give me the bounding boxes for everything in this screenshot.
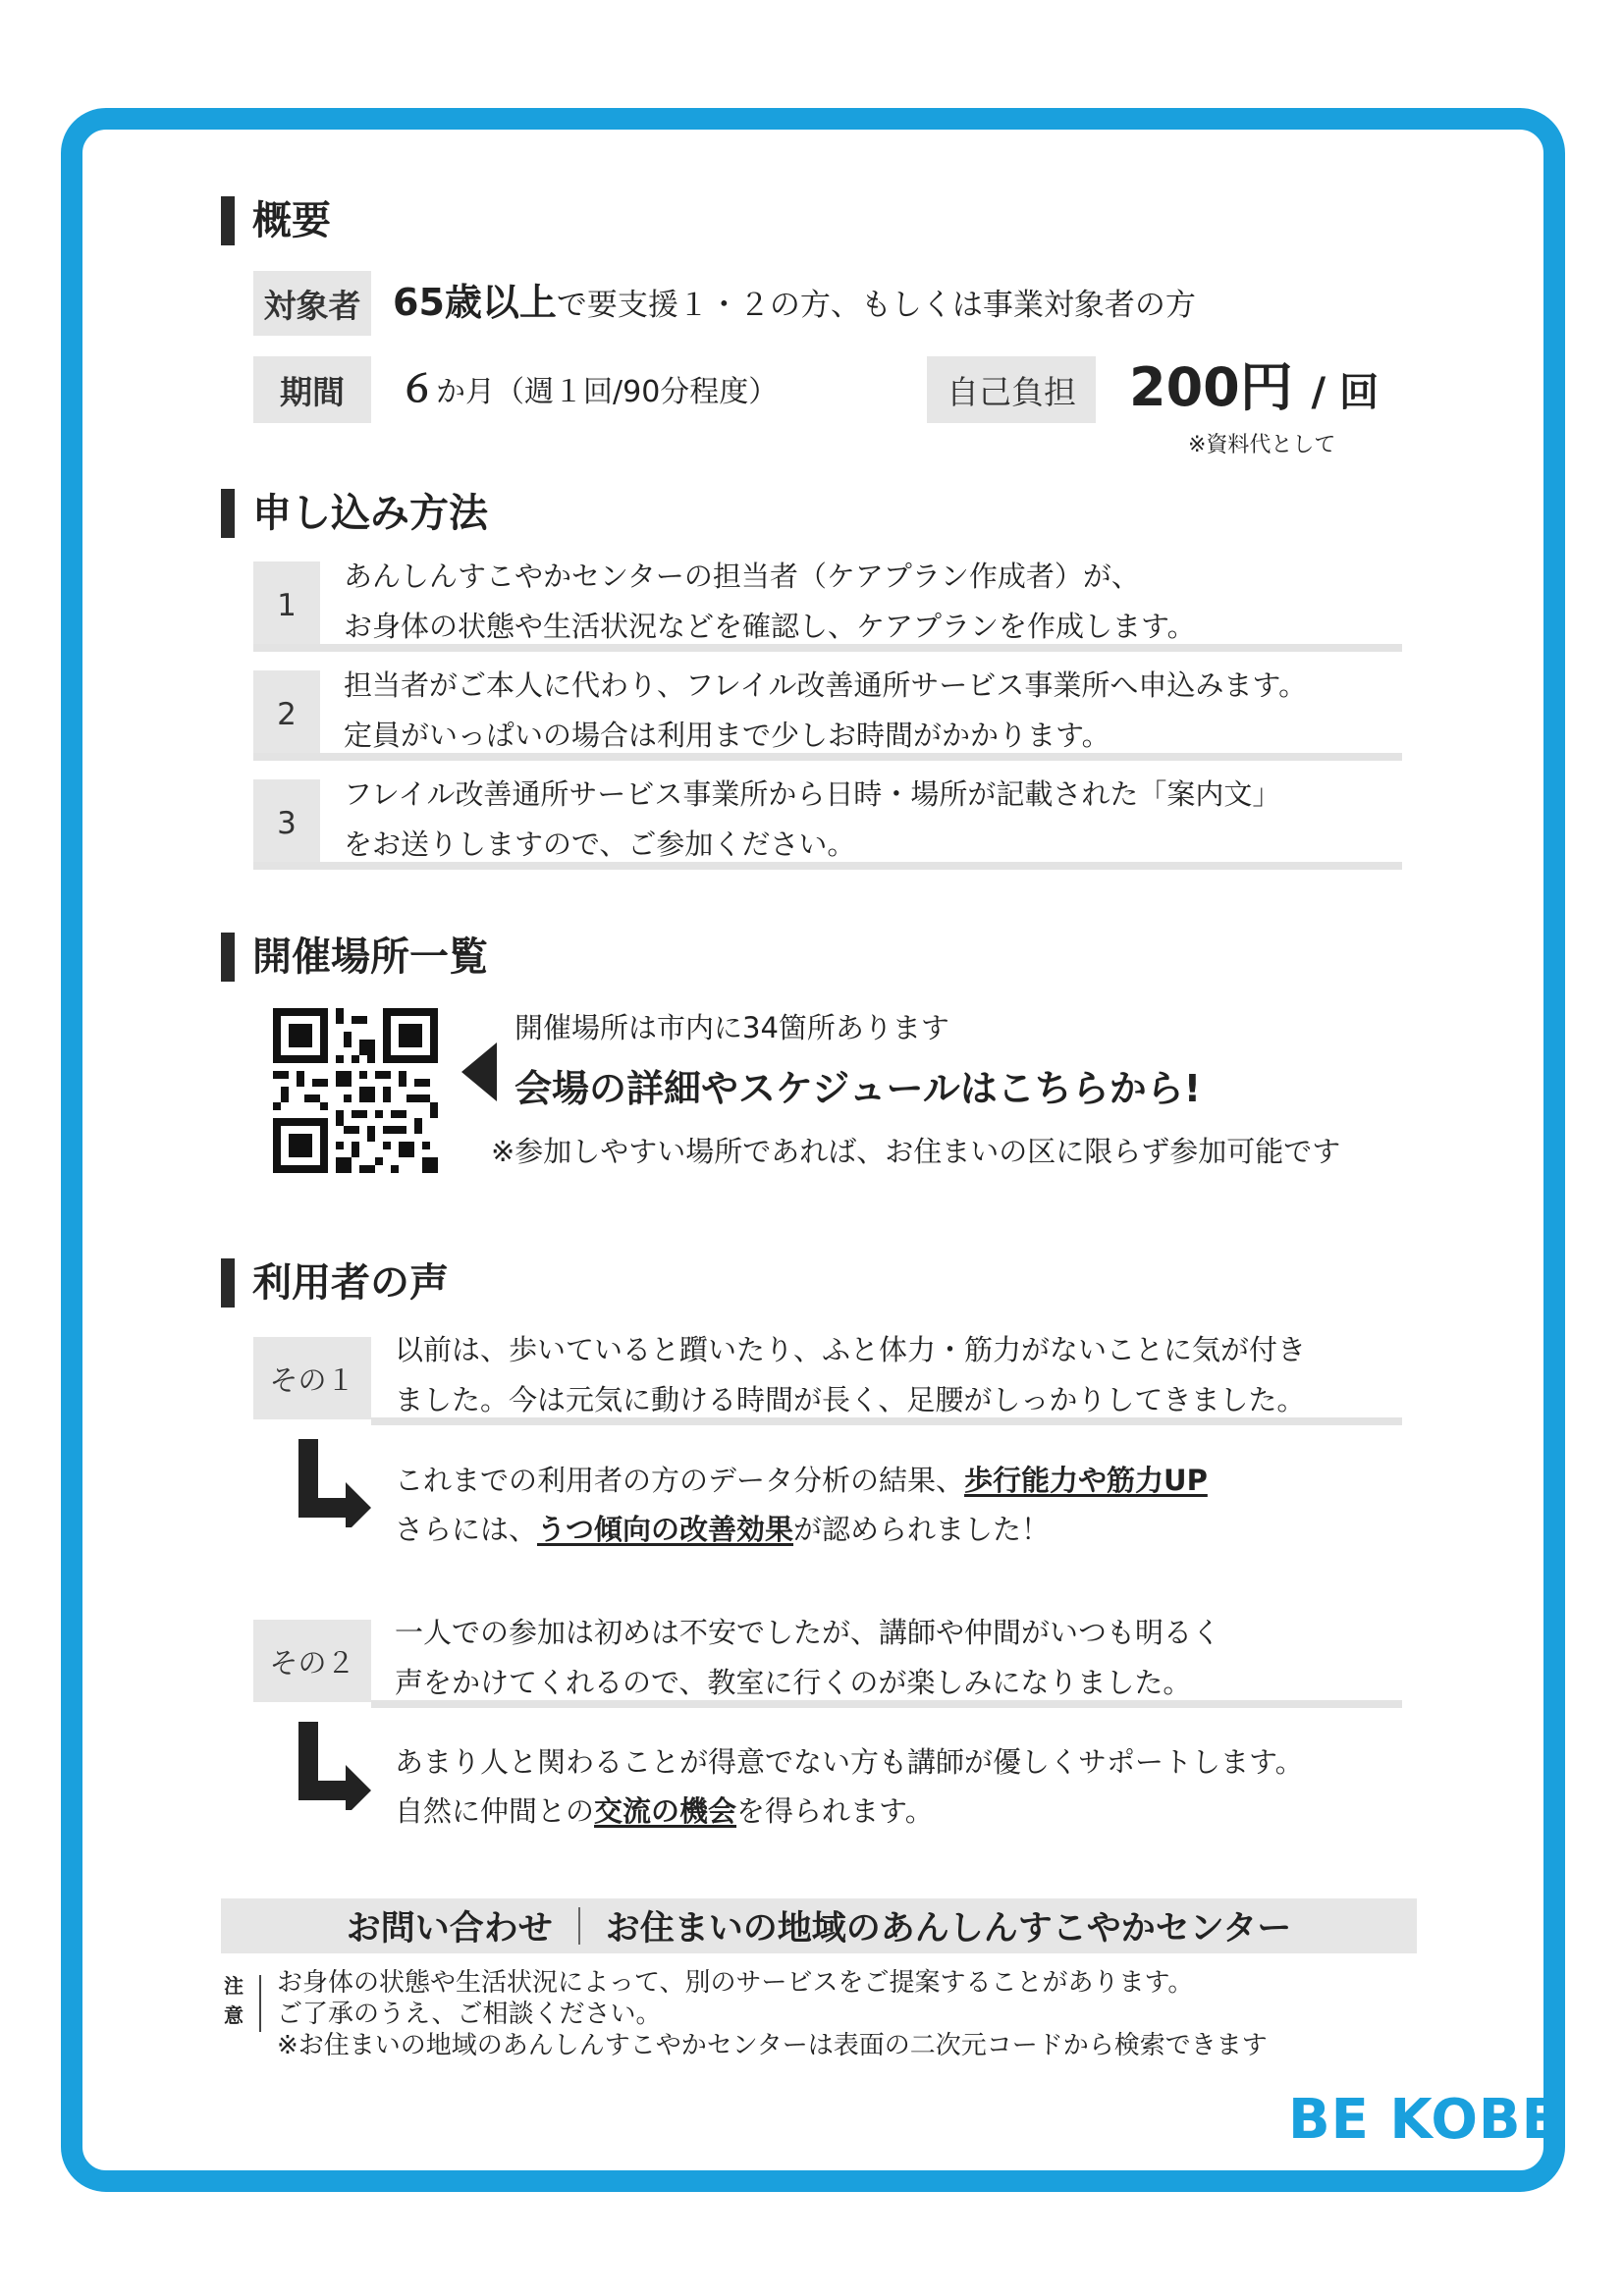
period-label: 期間 (253, 356, 371, 423)
result-text: これまでの利用者の方のデータ分析の結果、 (395, 1464, 965, 1497)
cost-value-wrap (1129, 353, 1379, 427)
step-number: 2 (253, 670, 320, 759)
voice-result (395, 1787, 934, 1837)
turn-right-arrow-icon (295, 1722, 373, 1810)
step-underline (253, 644, 1402, 652)
result-text: 自然に仲間との (395, 1794, 595, 1828)
cost-label: 自己負担 (927, 356, 1096, 423)
triangle-pointer-icon (461, 1042, 497, 1101)
application-title: 申し込み方法 (221, 487, 488, 540)
result-text: が認められました！ (793, 1513, 1051, 1546)
result-highlight: 歩行能力や筋力UP (964, 1464, 1208, 1497)
step-line: あんしんすこやかセンターの担当者（ケアプラン作成者）が、 (344, 560, 1140, 593)
period-desc: か月（週１回/90分程度） (436, 375, 779, 409)
overview-title: 概要 (221, 194, 331, 247)
target-age: 65歳以上 (393, 281, 557, 324)
step-line: お身体の状態や生活状況などを確認し、ケアプランを作成します。 (344, 610, 1196, 643)
venue-note: ※参加しやすい場所であれば、お住まいの区に限らず参加可能です (491, 1135, 1341, 1168)
voice-result (395, 1505, 1050, 1555)
period-text (399, 364, 778, 417)
qr-code[interactable] (273, 1003, 438, 1178)
result-highlight: うつ傾向の改善効果 (537, 1513, 794, 1546)
target-desc: で要支援１・２の方、もしくは事業対象者の方 (556, 288, 1196, 323)
voice-text: 以前は、歩いていると躓いたり、ふと体力・筋力がないことに気が付き (395, 1333, 1307, 1366)
result-text: さらには、 (395, 1513, 538, 1546)
step-line: フレイル改善通所サービス事業所から日時・場所が記載された「案内文」 (344, 777, 1281, 811)
cost-note: ※資料代として (1188, 433, 1336, 457)
voice-result: あまり人と関わることが得意でない方も講師が優しくサポートします。 (395, 1745, 1304, 1779)
result-highlight: 交流の機会 (594, 1794, 737, 1828)
voice-text: ました。今は元気に動ける時間が長く、足腰がしっかりしてきました。 (395, 1383, 1306, 1416)
step-line: をお送りしますので、ご参加ください。 (344, 828, 856, 861)
voice-text: 声をかけてくれるので、教室に行くのが楽しみになりました。 (395, 1666, 1192, 1699)
contact-label: お問い合わせ (346, 1909, 553, 1949)
cost-value: 200円 (1129, 356, 1293, 418)
target-label: 対象者 (253, 271, 371, 336)
result-text: を得られます。 (736, 1794, 934, 1828)
notice-mark-char: 注 (224, 1974, 244, 1998)
voice-underline (371, 1417, 1402, 1425)
step-number: 3 (253, 779, 320, 868)
step-number: 1 (253, 561, 320, 650)
period-months: ６ (399, 367, 437, 410)
contact-divider (578, 1907, 580, 1945)
notice-line: ※お住まいの地域のあんしんすこやかセンターは表面の二次元コードから検索できます (277, 2031, 1268, 2060)
notice-text (277, 1967, 1268, 2061)
step-line: 定員がいっぱいの場合は利用まで少しお時間がかかります。 (344, 719, 1110, 752)
voice-underline (371, 1700, 1402, 1708)
venues-title: 開催場所一覧 (221, 931, 488, 984)
notice-line: お身体の状態や生活状況によって、別のサービスをご提案することがあります。 (277, 1968, 1194, 1998)
step-line: 担当者がご本人に代わり、フレイル改善通所サービス事業所へ申込みます。 (344, 668, 1308, 702)
cost-unit: / 回 (1311, 370, 1380, 415)
voices-title: 利用者の声 (221, 1256, 449, 1309)
step-underline (253, 753, 1402, 761)
step-underline (253, 862, 1402, 870)
notice-line: ご了承のうえ、ご相談ください。 (277, 2000, 662, 2029)
voice-label: その２ (253, 1620, 371, 1702)
voice-text: 一人での参加は初めは不安でしたが、講師や仲間がいつも明るく (395, 1616, 1221, 1649)
target-text (393, 278, 1196, 331)
venue-count: 開催場所は市内に34箇所あります (514, 1011, 949, 1044)
notice-mark (224, 1971, 249, 2030)
venue-cta: 会場の詳細やスケジュールはこちらから! (514, 1067, 1202, 1110)
contact-value: お住まいの地域のあんしんすこやかセンター (605, 1909, 1292, 1949)
be-kobe-logo: BE KOBE (1288, 2088, 1560, 2152)
voice-result (395, 1456, 1208, 1506)
notice-mark-char: 意 (224, 2003, 244, 2027)
notice-divider (259, 1975, 261, 2032)
turn-right-arrow-icon (295, 1439, 373, 1527)
voice-label: その１ (253, 1337, 371, 1419)
contact-bar (221, 1898, 1417, 1953)
